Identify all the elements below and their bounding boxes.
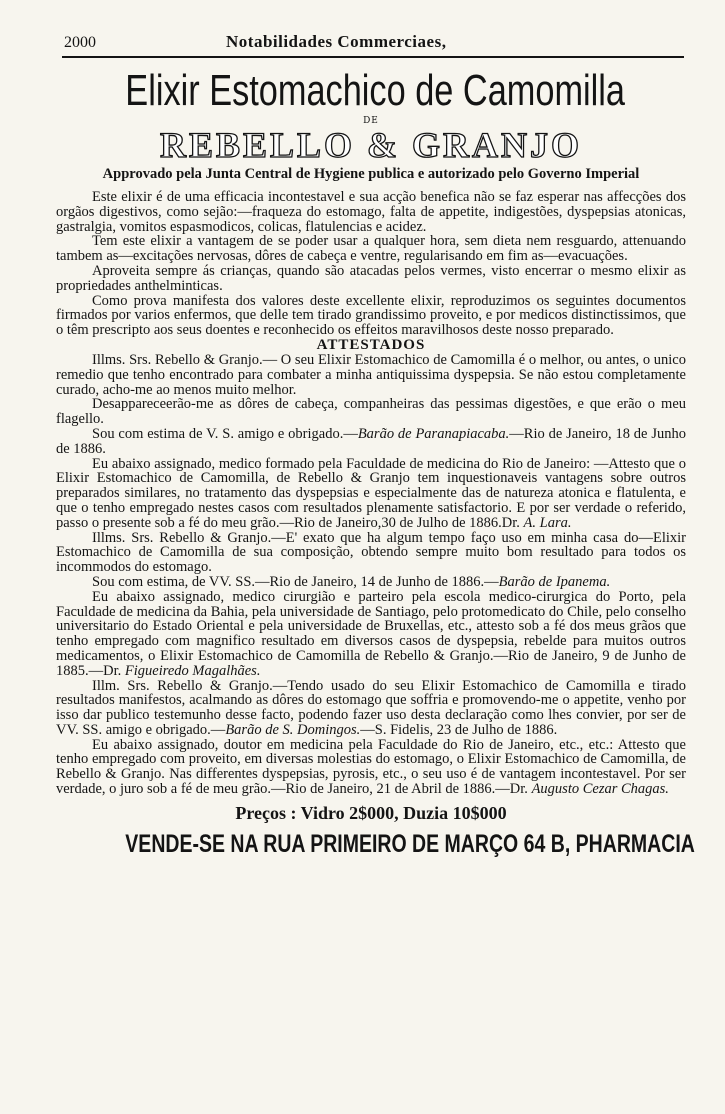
testimonial: Desappareceerão-me as dôres de cabeça, companheiras das pessimas digestões, e que erão o meu flagello. [56, 396, 686, 428]
attestados-heading: ATTESTADOS [316, 336, 426, 353]
prices-line: Preços : Vidro 2$000, Duzia 10$000 [235, 802, 507, 823]
ad-body [56, 190, 686, 797]
signer: Barão de S. Domingos. [225, 721, 361, 738]
testimonial: Sou com estima de V. S. amigo e obrigado.—Barão de Paranapiacaba.—Rio de Janeiro, 18 de Junho de 1886. [56, 425, 686, 457]
signer: Figueiredo Magalhães. [124, 662, 261, 679]
approval-line: Approvado pela Junta Central de Hygiene publica e autorizado pelo Governo Imperial [102, 166, 640, 182]
signer: A. Lara. [523, 514, 572, 531]
paragraph: Aproveita sempre ás crianças, quando são atacadas pelos vermes, visto encerrar o mesmo elixir as propriedades anthelminticas. [56, 262, 686, 294]
ad-brand: REBELLO & GRANJO [159, 125, 583, 165]
page-header [56, 30, 686, 56]
paragraph: Como prova manifesta dos valores deste excellente elixir, reproduzimos os seguintes documentos firmados por varios enfermos, que delle tem tirado grandissimo proveito, e por medicos distinctissimos, que o têm prescripto aos seus doentes e reconhecido os effeitos maravilhosos deste nosso preparado. [56, 292, 686, 339]
testimonial: Illm. Srs. Rebello & Granjo.—Tendo usado do seu Elixir Estomachico de Camomilla e tirado resultados manifestos, acalmando as dôres do estomago que soffria e promovendo-me o appetite, venho por isso dar publico testemunho desse facto, podendo fazer uso desta declaração como lhes convier, por ser de VV. SS. amigo e obrigado.—Barão de S. Domingos.—S. Fidelis, 23 de Julho de 1886. [56, 677, 686, 738]
testimonial: Eu abaixo assignado, medico cirurgião e parteiro pela escola medico-cirurgica do Porto, pela Faculdade de medicina da Bahia, pela universidade de Santiago, pelo protomedicato do Chile, pelo conselho universitario do Estado Oriental e pela universidade de Bruxellas, etc., attesto sob a fé dos meus grãos que tenho empregado com magnifico resultado em diversos casos de dyspepsia, rebelde para muitos outros medicamentos, o Elixir Estomachico de Camomilla de Rebello & Granjo.—Rio de Janeiro, 9 de Junho de 1885.—Dr. Figueiredo Magalhães. [56, 588, 686, 679]
testimonial: Eu abaixo assignado, medico formado pela Faculdade de medicina do Rio de Janeiro: —Attesto que o Elixir Estomachico de Camomilla, de Rebello & Granjo tem inquestionaveis vantagens sobre outros preparados similares, no tratamento das dyspepsias e especialmente das de natureza atonica e flatulenta, e que o tenho empregado nestes casos com resultados plenamente satisfactorio. E por ser verdade o referido, passo o presente sob a fé do meu grão.—Rio de Janeiro,30 de Julho de 1886.Dr. A. Lara. [56, 455, 686, 531]
testimonial: Illms. Srs. Rebello & Granjo.—E' exato que ha algum tempo faço uso em minha casa do—Elixir Estomachico de Camomilla de sua composição, obtendo sempre muito bom resultado para todos os incommodos do estomago. [56, 529, 686, 576]
testimonial: Sou com estima, de VV. SS.—Rio de Janeiro, 14 de Junho de 1886.—Barão de Ipanema. [92, 573, 611, 590]
advertisement-page [56, 30, 695, 859]
signer: Barão de Ipanema. [498, 573, 611, 590]
sell-line: VENDE-SE NA RUA PRIMEIRO DE MARÇO 64 B, PHARMACIA [125, 829, 695, 858]
signer: Barão de Paranapiacaba. [357, 425, 510, 442]
ad-de: DE [363, 116, 379, 126]
signer: Augusto Cezar Chagas. [531, 781, 669, 798]
testimonial: Eu abaixo assignado, doutor em medicina pela Faculdade do Rio de Janeiro, etc., etc.: Attesto que tenho empregado com proveito, em diversas molestias do estomago, o Elixir Estomachico de Camomilla, de Rebello & Granjo. Nas differentes dyspepsias, pyrosis, etc., o seu uso é de vantagem incontestavel. Por ser verdade, o juro sob a fé de meu grão.—Rio de Janeiro, 21 de Abril de 1886.—Dr. Augusto Cezar Chagas. [56, 736, 686, 798]
paragraph: Este elixir é de uma efficacia incontestavel e sua acção benefica não se faz esperar nas affecções dos orgãos digestivos, como sejão:—fraqueza do estomago, falta de appetite, indigestões, dyspepsias atonicas, gastralgia, vomitos espasmodicos, colicas, flatulencias e acidez. [56, 189, 686, 235]
testimonial: Illms. Srs. Rebello & Granjo.— O seu Elixir Estomachico de Camomilla é o melhor, ou antes, o unico remedio que tenho encontrado para combater a minha antiquissima dyspepsia. Se não estou completamente curado, acho-me ao menos muito melhor. [56, 351, 686, 398]
header-rule [62, 56, 684, 58]
running-title: Notabilidades Commerciaes, [226, 32, 447, 51]
paragraph: Tem este elixir a vantagem de se poder usar a qualquer hora, sem dieta nem resguardo, attenuando tambem as—excitações nervosas, dôres de cabeça e ventre, regularisando em fim as—evacuações. [56, 233, 686, 265]
page-number: 2000 [64, 34, 96, 51]
ad-title: Elixir Estomachico de Camomilla [125, 66, 626, 115]
